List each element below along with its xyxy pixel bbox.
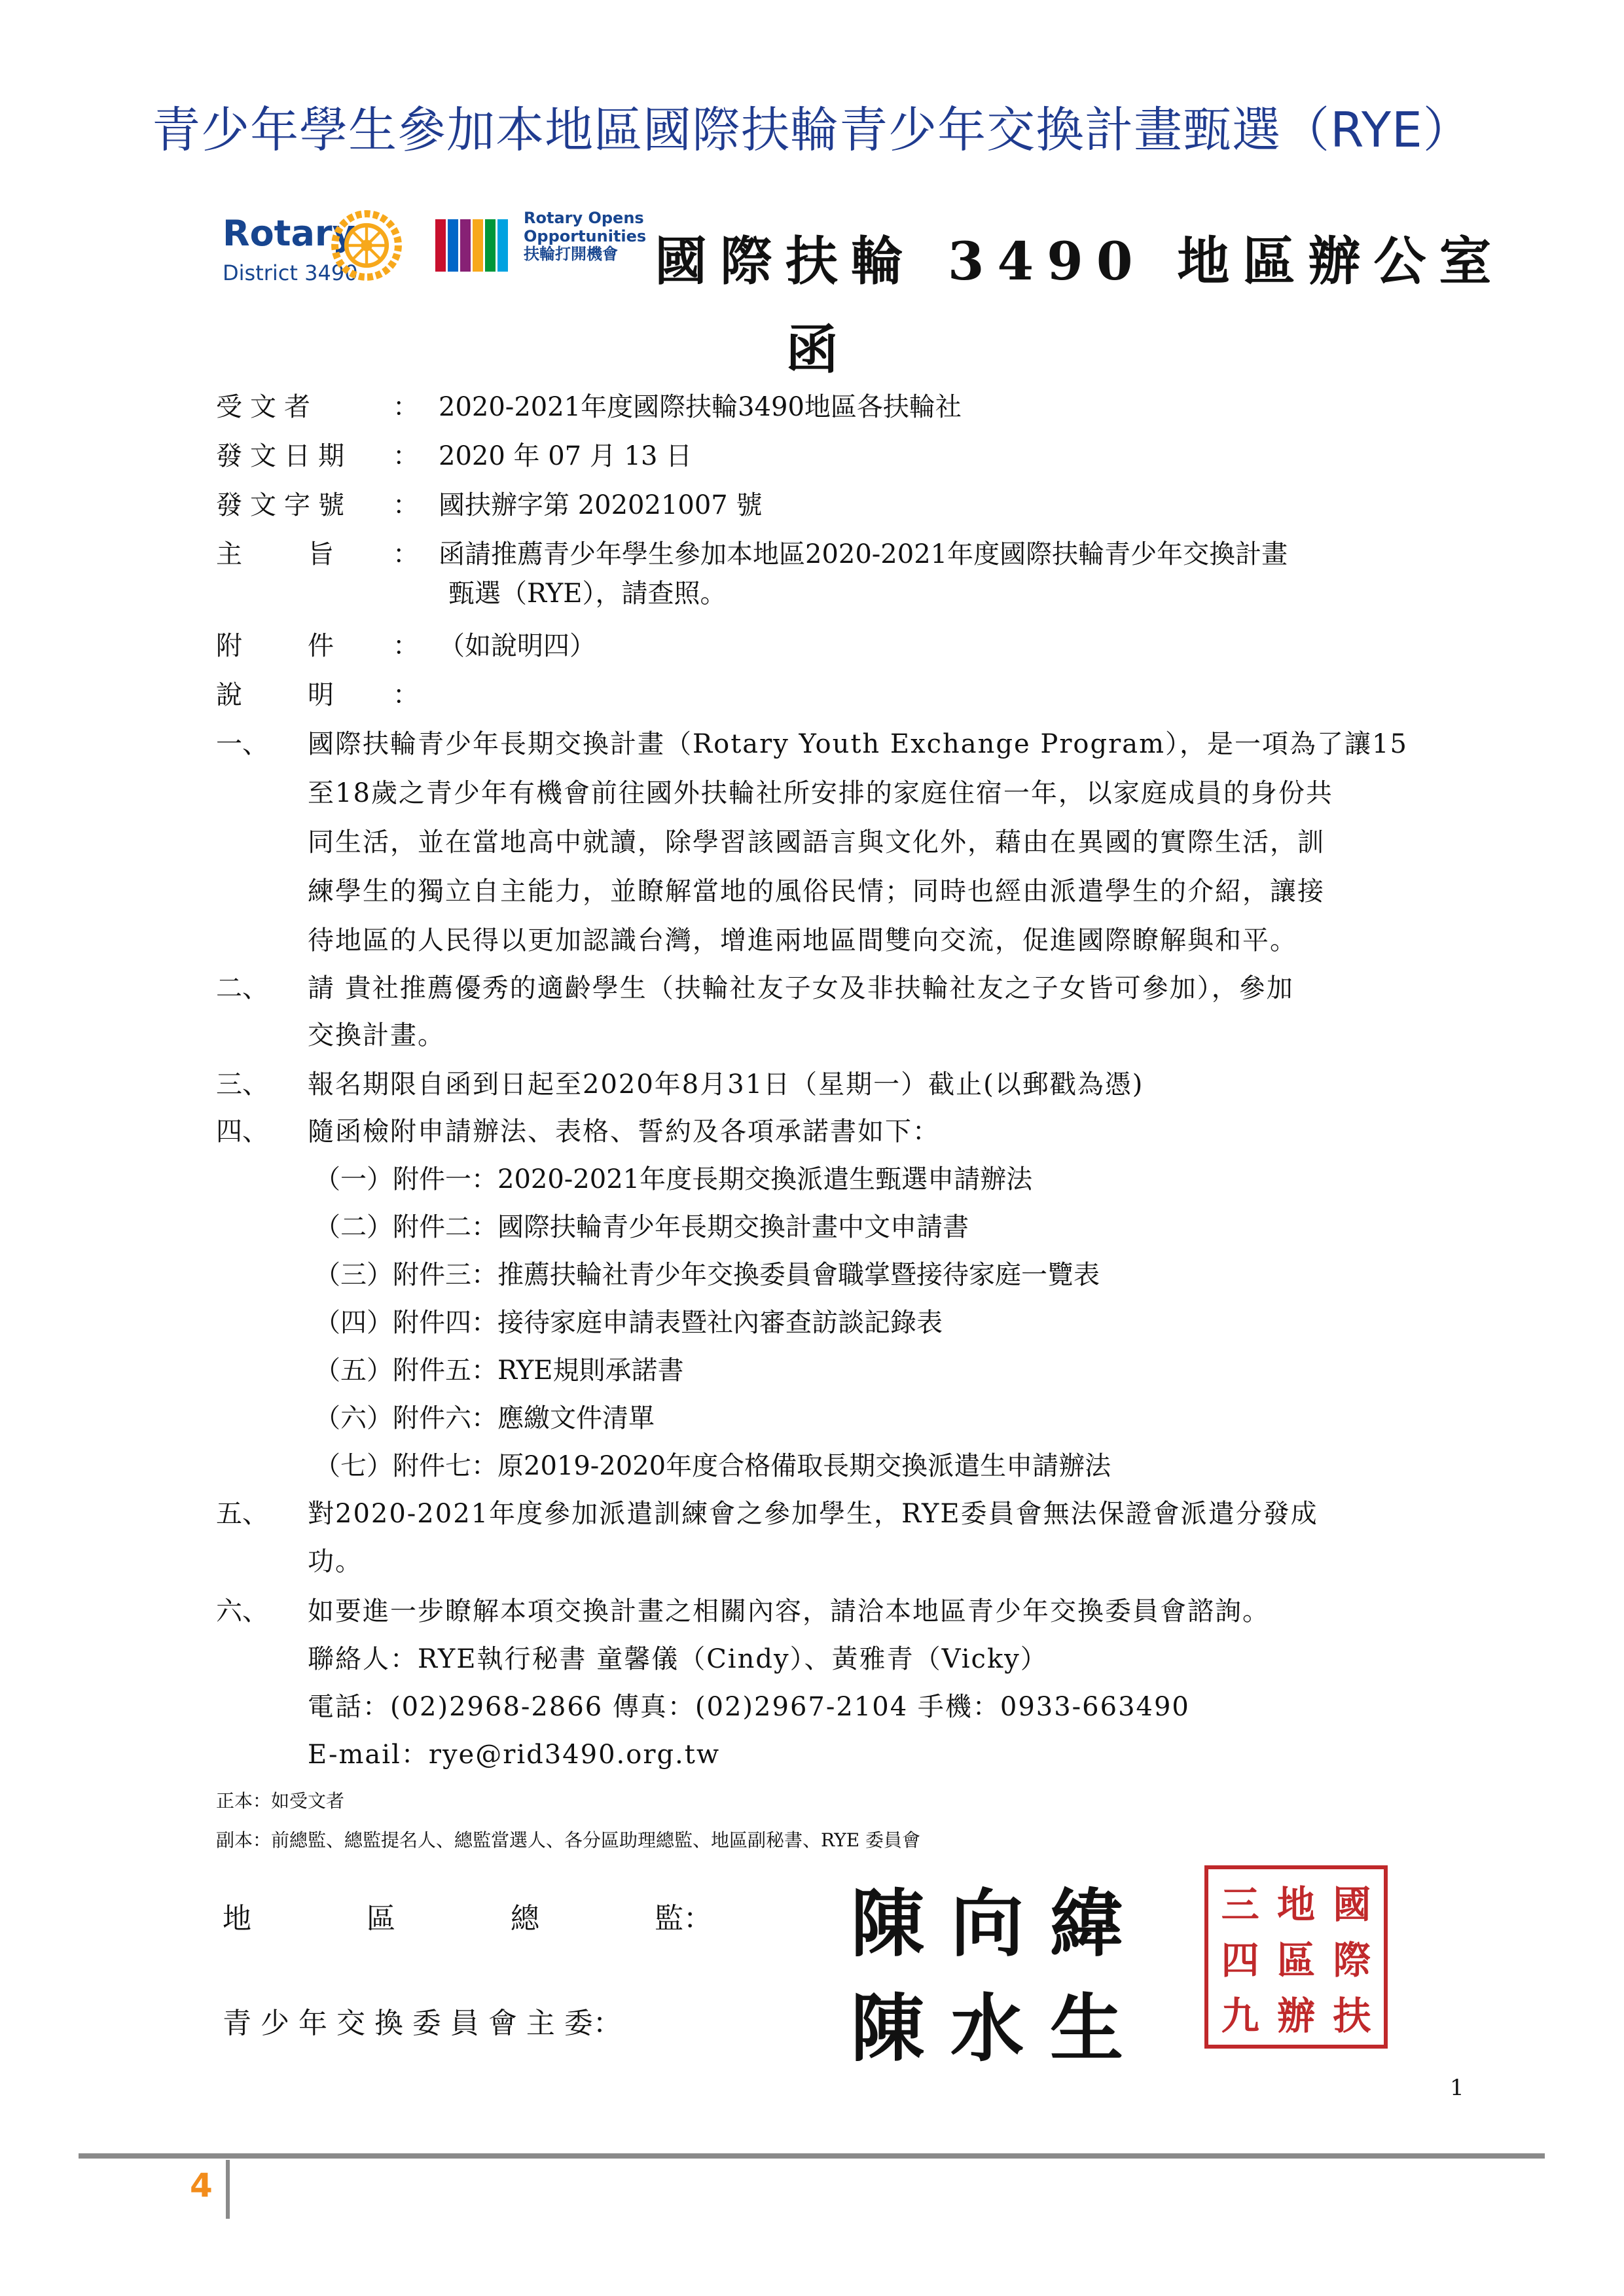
copy-recipients: 副本：前總監、總監提名人、總監當選人、各分區助理總監、地區副秘書、RYE 委員會	[216, 1829, 921, 1851]
governor-label: 地 區 總 監：	[223, 1902, 712, 1935]
ro-line-1: Rotary Opens	[524, 209, 644, 227]
attachment-value: （如說明四）	[439, 631, 596, 661]
section-1-line: 練學生的獨立自主能力，並瞭解當地的風俗民情；同時也經由派遣學生的介紹，讓接	[308, 876, 1325, 906]
section-1-line: 至18歲之青少年有機會前往國外扶輪社所安排的家庭住宿一年，以家庭成員的身份共	[308, 778, 1333, 808]
section-1-line: 同生活，並在當地高中就讀，除學習該國語言與文化外，藉由在異國的實際生活，訓	[308, 827, 1325, 857]
rotary-opens-text	[524, 209, 646, 264]
seal-char: 地	[1276, 1882, 1315, 1927]
seal-char: 區	[1276, 1937, 1315, 1982]
section-3-label: 三、	[216, 1069, 268, 1100]
ro-line-2: Opportunities	[524, 226, 647, 245]
colon: ：	[393, 441, 419, 471]
section-5-label: 五、	[216, 1499, 268, 1529]
attachment-item: （四）附件四：接待家庭申請表暨社內審查訪談記錄表	[314, 1308, 943, 1338]
section-4-label: 四、	[216, 1117, 268, 1147]
attachment-row	[216, 625, 596, 662]
attachment-item: （三）附件三：推薦扶輪社青少年交換委員會職掌暨接待家庭一覽表	[314, 1260, 1100, 1290]
chair-signature: 陳水生	[851, 1986, 1149, 2072]
section-2-line: 交換計畫。	[308, 1020, 445, 1050]
number-row	[216, 484, 762, 522]
seal-char: 九	[1221, 1994, 1259, 2039]
colon: ：	[393, 631, 419, 661]
seal-char: 扶	[1333, 1994, 1371, 2039]
section-4-line: 隨函檢附申請辦法、表格、誓約及各項承諾書如下：	[308, 1117, 940, 1147]
footer-divider	[79, 2153, 1545, 2159]
attachment-item: （七）附件七：原2019-2020年度合格備取長期交換派遣生申請辦法	[314, 1451, 1111, 1481]
attachment-item: （一）附件一：2020-2021年度長期交換派遣生甄選申請辦法	[314, 1164, 1033, 1194]
date-label: 發文日期	[216, 441, 352, 471]
footer-vertical-divider	[226, 2160, 230, 2219]
footer-page-label: 4	[190, 2166, 213, 2204]
colon: ：	[393, 490, 419, 520]
attachment-label: 附件	[216, 631, 399, 661]
subject-line-1: 函請推薦青少年學生參加本地區2020-2021年度國際扶輪青少年交換計畫	[439, 539, 1288, 569]
seal-char: 際	[1333, 1937, 1371, 1982]
section-3-line: 報名期限自函到日起至2020年8月31日（星期一）截止(以郵戳為憑)	[308, 1069, 1144, 1100]
page-title: 青少年學生參加本地區國際扶輪青少年交換計畫甄選（RYE）	[152, 102, 1472, 158]
attachment-item: （六）附件六：應繳文件清單	[314, 1403, 655, 1433]
rotary-wheel-icon	[331, 209, 403, 281]
subject-row	[216, 533, 1288, 571]
subject-label: 主旨	[216, 539, 399, 569]
original-recipient: 正本：如受文者	[216, 1790, 345, 1812]
section-2-label: 二、	[216, 973, 268, 1003]
section-5-line: 對2020-2021年度參加派遣訓練會之參加學生，RYE委員會無法保證會派遣分發成	[308, 1499, 1318, 1529]
contact-email[interactable]: E-mail：rye@rid3490.org.tw	[308, 1740, 721, 1770]
seal-char: 三	[1221, 1882, 1259, 1927]
district-label: District 3490	[223, 260, 358, 285]
rotary-opens-opportunities-icon	[432, 209, 511, 281]
number-value: 國扶辦字第 202021007 號	[439, 490, 763, 520]
rotary-wordmark: Rotary	[223, 213, 355, 254]
number-label: 發文字號	[216, 490, 352, 520]
official-seal	[1204, 1865, 1388, 2049]
recipient-row	[216, 386, 962, 423]
ro-line-3: 扶輪打開機會	[524, 245, 618, 264]
subject-line-2: 甄選（RYE），請查照。	[448, 579, 727, 609]
section-6-line: 如要進一步瞭解本項交換計畫之相關內容，請洽本地區青少年交換委員會諮詢。	[308, 1596, 1270, 1626]
document-page-number: 1	[1450, 2075, 1464, 2101]
attachment-item: （二）附件二：國際扶輪青少年長期交換計畫中文申請書	[314, 1212, 969, 1242]
date-row	[216, 435, 692, 473]
recipient-value: 2020-2021年度國際扶輪3490地區各扶輪社	[439, 392, 962, 422]
attachment-item: （五）附件五：RYE規則承諾書	[314, 1355, 684, 1386]
explain-label: 說明	[216, 680, 399, 710]
colon: ：	[393, 680, 419, 710]
recipient-label: 受文者	[216, 392, 318, 422]
explain-row	[216, 674, 439, 711]
contact-person: 聯絡人：RYE執行秘書 童馨儀（Cindy）、黃雅青（Vicky）	[308, 1644, 1048, 1674]
contact-phone: 電話：(02)2968-2866 傳真：(02)2967-2104 手機：0933-663490	[308, 1692, 1190, 1722]
colon: ：	[393, 539, 419, 569]
seal-char: 辦	[1276, 1994, 1315, 2039]
section-6-label: 六、	[216, 1596, 268, 1626]
document-type: 函	[785, 319, 839, 380]
section-1-line: 國際扶輪青少年長期交換計畫（Rotary Youth Exchange Program），是一項為了讓15	[308, 729, 1408, 759]
date-value: 2020 年 07 月 13 日	[439, 441, 693, 471]
chair-label: 青 少 年 交 換 委 員 會 主 委：	[223, 2007, 622, 2040]
section-1-line: 待地區的人民得以更加認識台灣，增進兩地區間雙向交流，促進國際瞭解與和平。	[308, 925, 1297, 956]
section-2-line: 請 貴社推薦優秀的適齡學生（扶輪社友子女及非扶輪社友之子女皆可參加），參加	[308, 973, 1294, 1003]
seal-char: 國	[1333, 1882, 1371, 1927]
section-5-line: 功。	[308, 1547, 363, 1577]
governor-signature: 陳向緯	[851, 1881, 1149, 1967]
seal-char: 四	[1221, 1937, 1259, 1982]
colon: ：	[393, 392, 419, 422]
office-heading: 國際扶輪 3490 地區辦公室	[655, 230, 1505, 292]
section-1-label: 一、	[216, 729, 268, 759]
